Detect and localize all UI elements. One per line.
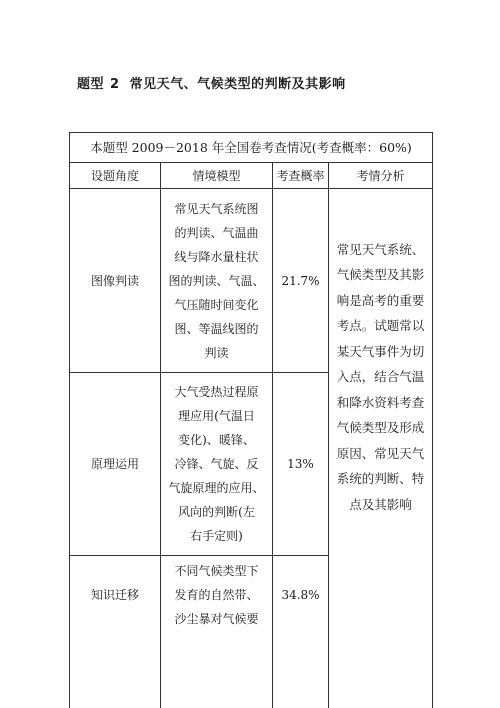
analysis-text: 常见天气系统、 气候类型及其影 响是高考的重要 考点。试题常以 某天气事件为切 入点，结合气温 和降水资料考查 气候类型及形成 原因、常见天气 系统的判断、特 点及其影响 (336, 241, 425, 512)
header-probability: 考查概率 (276, 168, 325, 183)
row-probability: 21.7% (281, 273, 320, 288)
heading-label: 题型 (77, 77, 105, 92)
header-analysis: 考情分析 (356, 168, 405, 183)
row-model: 常见天气系统图 的判读、气温曲 线与降水量柱状 图的判读、气温、 气压随时间变化 图、等温线图的 判读 (168, 201, 265, 360)
table-caption: 本题型 2009－2018 年全国卷考查情况(考查概率：60%) (90, 139, 412, 155)
section-heading (77, 73, 346, 92)
heading-title: 常见天气、气候类型的判断及其影响 (129, 77, 346, 92)
row-angle: 知识迁移 (90, 588, 139, 602)
row-model: 不同气候类型下 发育的自然带、 沙尘暴对气候要 (174, 564, 259, 626)
header-angle: 设题角度 (90, 168, 139, 183)
row-probability: 13% (287, 457, 314, 471)
row-probability: 34.8% (281, 588, 320, 602)
row-angle: 图像判读 (90, 273, 139, 288)
row-angle: 原理运用 (90, 457, 139, 471)
header-model: 情境模型 (192, 168, 241, 183)
row-model: 大气受热过程原 理应用(气温日 变化)、暖锋、 冷锋、气旋、反 气旋原理的应用、 风向的判断(左 右手定则) (168, 385, 265, 543)
exam-table (69, 132, 433, 708)
heading-number: 2 (110, 77, 120, 92)
